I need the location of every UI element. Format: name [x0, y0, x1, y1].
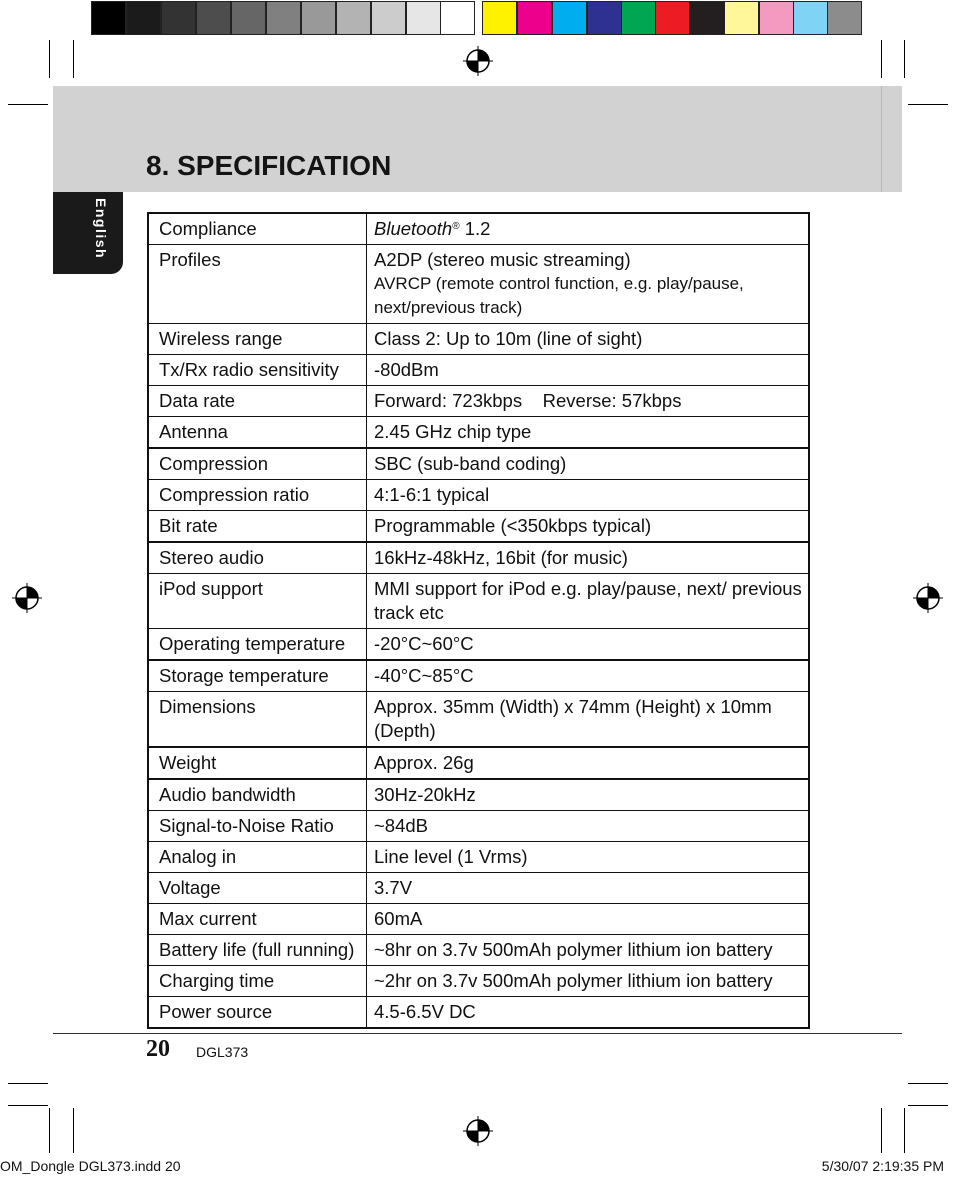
table-row: [148, 811, 809, 842]
page-title: 8. SPECIFICATION: [146, 150, 392, 181]
spec-value: [367, 245, 810, 324]
spec-label: Charging time: [148, 966, 367, 997]
table-row: [148, 417, 809, 449]
spec-label: Compression: [148, 448, 367, 480]
spec-value-text: 16kHz-48kHz, 16bit (for music): [374, 547, 628, 568]
crop-mark: [73, 40, 74, 78]
spec-label: Power source: [148, 997, 367, 1029]
table-row: [148, 386, 809, 417]
gray-swatch: [91, 1, 126, 35]
registration-mark-icon: [913, 583, 943, 613]
spec-value: [367, 511, 810, 543]
table-row: [148, 660, 809, 692]
spec-label: Data rate: [148, 386, 367, 417]
spec-value: [367, 324, 810, 355]
spec-value-text: MMI support for iPod e.g. play/pause, next/ previous track etc: [374, 578, 807, 623]
spec-value-text: 2.45 GHz chip type: [374, 421, 532, 442]
crop-mark: [73, 1108, 74, 1153]
spec-value: [367, 747, 810, 779]
spec-value: [367, 355, 810, 386]
spec-value-text: Approx. 35mm (Width) x 74mm (Height) x 10mm (Depth): [374, 696, 777, 741]
gray-swatch: [126, 1, 161, 35]
spec-label: Voltage: [148, 873, 367, 904]
crop-mark: [8, 104, 48, 105]
spec-label: Antenna: [148, 417, 367, 449]
color-calibration-bars: [0, 0, 954, 40]
crop-mark: [8, 1105, 48, 1106]
spec-label: Compliance: [148, 213, 367, 245]
color-swatch: [482, 1, 517, 35]
gray-swatch: [161, 1, 196, 35]
spec-value-text: 60mA: [374, 908, 423, 929]
spec-value: [367, 935, 810, 966]
spec-value-text: SBC (sub-band coding): [374, 453, 567, 474]
gray-swatch: [336, 1, 371, 35]
crop-mark: [908, 1105, 948, 1106]
spec-value: [367, 417, 810, 449]
spec-value-text: 30Hz-20kHz: [374, 784, 476, 805]
color-swatch: [621, 1, 656, 35]
language-tab: [53, 192, 123, 274]
spec-value: [367, 997, 810, 1029]
spec-value-text: Class 2: Up to 10m (line of sight): [374, 328, 643, 349]
color-swatch: [517, 1, 552, 35]
table-row: [148, 935, 809, 966]
crop-mark: [908, 1083, 948, 1084]
spec-label: Analog in: [148, 842, 367, 873]
crop-mark: [904, 40, 905, 78]
table-row: [148, 904, 809, 935]
table-row: [148, 629, 809, 661]
registered-mark: ®: [452, 221, 460, 232]
gray-swatch: [231, 1, 266, 35]
spec-value-text: 1.2: [459, 218, 491, 239]
registration-mark-icon: [463, 1116, 493, 1146]
spec-value: [367, 966, 810, 997]
spec-label: Compression ratio: [148, 480, 367, 511]
spec-value: [367, 386, 810, 417]
spec-value-text: Forward: 723kbps Reverse: 57kbps: [374, 390, 682, 411]
spec-value: [367, 811, 810, 842]
spec-value: [367, 574, 810, 629]
gray-swatch: [266, 1, 301, 35]
table-row: [148, 747, 809, 779]
spec-label: Bit rate: [148, 511, 367, 543]
crop-mark: [881, 40, 882, 78]
spec-value-text: ~2hr on 3.7v 500mAh polymer lithium ion battery: [374, 970, 773, 991]
crop-mark: [49, 1108, 50, 1153]
registration-mark-icon: [463, 46, 493, 76]
spec-value-text: 3.7V: [374, 877, 413, 898]
color-swatch: [793, 1, 828, 35]
table-row: [148, 324, 809, 355]
spec-value: [367, 448, 810, 480]
gray-swatch: [440, 1, 475, 35]
spec-label: Storage temperature: [148, 660, 367, 692]
gray-swatch: [406, 1, 441, 35]
spec-label: Max current: [148, 904, 367, 935]
table-row: [148, 355, 809, 386]
spec-value-text: ~84dB: [374, 815, 429, 836]
spec-value: [367, 873, 810, 904]
color-swatch: [690, 1, 725, 35]
table-row: [148, 245, 809, 324]
spec-label: Audio bandwidth: [148, 779, 367, 811]
footer-rule: [53, 1033, 902, 1034]
specification-table: [147, 212, 810, 1029]
date-slug: 5/30/07 2:19:35 PM: [821, 1158, 944, 1174]
spec-value-text: -20°C~60°C: [374, 633, 474, 654]
page-number: 20: [146, 1036, 170, 1062]
table-row: [148, 213, 809, 245]
spec-value-brand: Bluetooth: [374, 218, 453, 239]
spec-value-detail: AVRCP (remote control function, e.g. play/pause, next/previous track): [374, 274, 744, 317]
table-row: [148, 692, 809, 748]
spec-label: Signal-to-Noise Ratio: [148, 811, 367, 842]
gray-swatch: [196, 1, 231, 35]
spec-value: [367, 779, 810, 811]
spec-value-text: Approx. 26g: [374, 752, 474, 773]
color-swatch: [827, 1, 862, 35]
spec-value: [367, 904, 810, 935]
spec-value-text: Line level (1 Vrms): [374, 846, 528, 867]
table-row: [148, 542, 809, 574]
spec-value-text: A2DP (stereo music streaming): [374, 249, 631, 270]
crop-mark: [49, 40, 50, 78]
crop-mark: [881, 1108, 882, 1153]
spec-label: Tx/Rx radio sensitivity: [148, 355, 367, 386]
color-swatch: [552, 1, 587, 35]
table-row: [148, 966, 809, 997]
crop-mark: [904, 1108, 905, 1153]
model-name: DGL373: [196, 1044, 249, 1060]
spec-label: Battery life (full running): [148, 935, 367, 966]
spec-label: Weight: [148, 747, 367, 779]
spec-value-text: Programmable (<350kbps typical): [374, 515, 652, 536]
spec-value-text: -80dBm: [374, 359, 439, 380]
spec-value-text: 4:1-6:1 typical: [374, 484, 490, 505]
gray-swatch: [301, 1, 336, 35]
spec-value-text: -40°C~85°C: [374, 665, 474, 686]
gray-swatch: [371, 1, 406, 35]
spec-value: [367, 542, 810, 574]
spec-value-text: ~8hr on 3.7v 500mAh polymer lithium ion battery: [374, 939, 773, 960]
table-row: [148, 574, 809, 629]
table-row: [148, 873, 809, 904]
spec-label: Wireless range: [148, 324, 367, 355]
spec-value: [367, 842, 810, 873]
table-row: [148, 779, 809, 811]
spec-value: [367, 480, 810, 511]
file-slug: OM_Dongle DGL373.indd 20: [0, 1158, 181, 1174]
registration-mark-icon: [12, 583, 42, 613]
spec-label: Profiles: [148, 245, 367, 324]
spec-value: [367, 213, 810, 245]
table-row: [148, 842, 809, 873]
table-row: [148, 997, 809, 1029]
spec-value: [367, 660, 810, 692]
color-swatch: [724, 1, 759, 35]
spec-label: Operating temperature: [148, 629, 367, 661]
spec-label: Stereo audio: [148, 542, 367, 574]
spec-value: [367, 692, 810, 748]
crop-mark: [908, 104, 948, 105]
color-swatch: [587, 1, 622, 35]
table-row: [148, 511, 809, 543]
spec-value-text: 4.5-6.5V DC: [374, 1001, 476, 1022]
spec-label: Dimensions: [148, 692, 367, 748]
spec-label: iPod support: [148, 574, 367, 629]
color-swatch: [655, 1, 690, 35]
spec-value: [367, 629, 810, 661]
crop-mark: [8, 1083, 48, 1084]
table-row: [148, 480, 809, 511]
language-tab-label: English: [93, 198, 109, 260]
table-row: [148, 448, 809, 480]
color-swatch: [759, 1, 794, 35]
